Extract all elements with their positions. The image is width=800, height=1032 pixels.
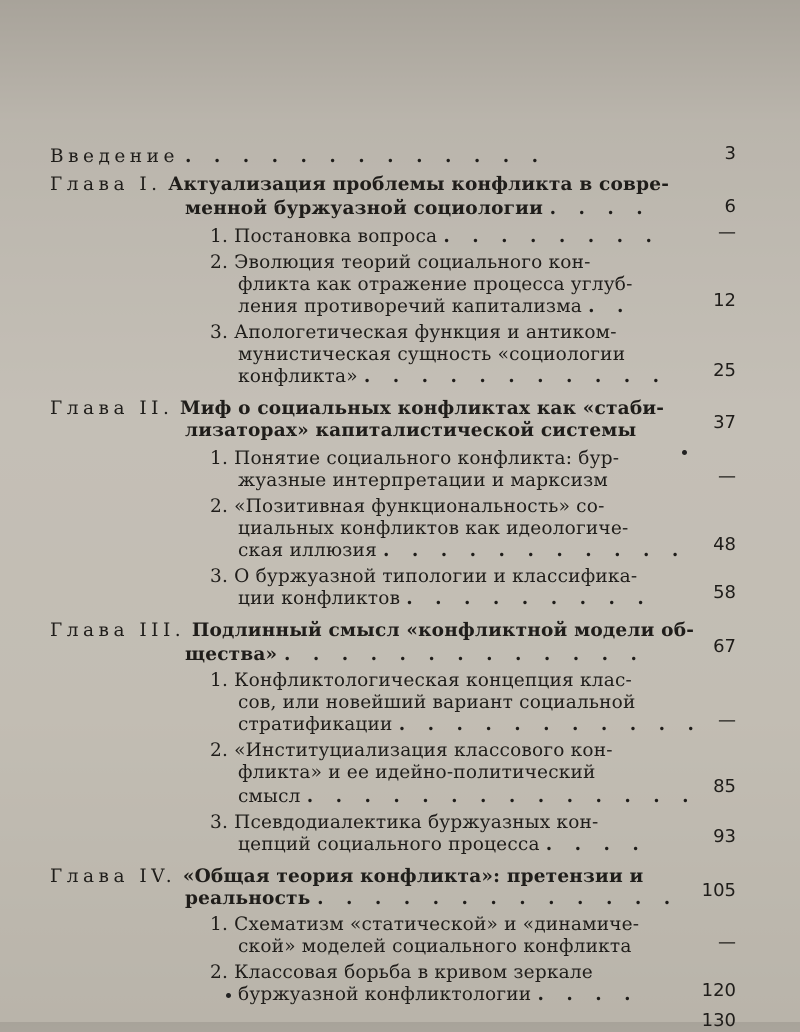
- ch1-s3-line-2: мунистическая сущность «социологии: [238, 344, 626, 365]
- chapter-4-label: Глава IV.: [50, 866, 177, 887]
- chapter-2-label: Глава II.: [50, 398, 174, 419]
- ch3-s3-text-2: цепций социального процесса: [238, 834, 540, 855]
- ch2-s2-page-number: 48: [713, 534, 736, 555]
- chapter-3-title-line-2: [185, 644, 645, 666]
- ch3-s3-line-1: 3. Псевдодиалектика буржуазных кон-: [210, 812, 599, 833]
- chapter-3-page-number: 67: [713, 636, 736, 657]
- ch3-s3-page-number: 93: [713, 826, 736, 847]
- intro-leader-dots: . . . . . . . . . . . . .: [185, 146, 547, 167]
- ch2-s2-line-2: циальных конфликтов как идеологиче-: [238, 518, 629, 539]
- ch3-s1-text-3: стратификации: [238, 714, 393, 735]
- ch1-s3-leader-dots: . . . . . . . . . . .: [363, 366, 668, 387]
- ch3-s1-leader-dots: . . . . . . . . . . .: [398, 714, 702, 735]
- chapter-4-title-text-1: «Общая теория конфликта»: претензии и: [182, 866, 644, 887]
- chapter-4-leader-dots: . . . . . . . . . . . . .: [317, 888, 679, 909]
- chapter-1-label: Глава I.: [50, 174, 162, 195]
- ch4-s1-line-1: 1. Схематизм «статической» и «динамиче-: [210, 914, 640, 935]
- ch1-s1-text: 1. Постановка вопроса: [210, 226, 438, 247]
- chapter-3-title-text-2: щества»: [185, 644, 278, 665]
- ch3-s1-line-3: [238, 714, 702, 736]
- ch2-s2-leader-dots: . . . . . . . . . . .: [383, 540, 687, 561]
- ch1-s3-line-3: [238, 366, 667, 388]
- cut-off-page-number: 130: [701, 1010, 736, 1031]
- chapter-2-page-number: 37: [713, 412, 736, 433]
- ch3-s2-line-3: [238, 786, 697, 808]
- chapter-3-title-line-1: [50, 620, 694, 642]
- ch4-s2-line-2: [238, 984, 639, 1006]
- chapter-4-title-text-2: реальность: [185, 888, 311, 909]
- ch2-s2-line-3: [238, 540, 686, 562]
- chapter-1-title-text-2: менной буржуазной социологии: [185, 198, 543, 219]
- chapter-4-title-line-2: [185, 888, 678, 910]
- ch2-s2-line-1: 2. «Позитивная функциональность» со-: [210, 496, 605, 517]
- ch4-s2-line-1: 2. Классовая борьба в кривом зеркале: [210, 962, 593, 983]
- ch3-s1-line-1: 1. Конфликтологическая концепция клас-: [210, 670, 632, 691]
- chapter-2-title-line-1: [50, 398, 664, 420]
- ch1-s1-leader-dots: . . . . . . . .: [443, 226, 660, 247]
- chapter-1-title-text-1: Актуализация проблемы конфликта в совре-: [168, 174, 670, 195]
- ch1-s3-page-number: 25: [713, 360, 736, 381]
- ch3-s1-line-2: сов, или новейший вариант социальной: [238, 692, 636, 713]
- chapter-1-leader-dots: . . . .: [549, 198, 651, 219]
- ch2-s3-line-1: 3. О буржуазной типологии и классифика-: [210, 566, 638, 587]
- ch2-s1-line-1: 1. Понятие социального конфликта: бур-: [210, 448, 620, 469]
- ch2-s3-page-number: 58: [713, 582, 736, 603]
- ch4-s2-page-number: 120: [701, 980, 736, 1001]
- chapter-4-title-line-1: [50, 866, 643, 888]
- chapter-1-title-line-1: [50, 174, 669, 196]
- ch3-s1-page-number: —: [718, 710, 736, 731]
- ch3-s2-page-number: 85: [713, 776, 736, 797]
- ch1-s1-page-number: —: [718, 222, 736, 243]
- ch3-s2-line-1: 2. «Институциализация классового кон-: [210, 740, 613, 761]
- ch2-s3-text-2: ции конфликтов: [238, 588, 401, 609]
- chapter-3-leader-dots: . . . . . . . . . . . . .: [283, 644, 646, 665]
- chapter-1-section-1: [210, 226, 660, 248]
- ch4-s1-page-number: —: [718, 932, 736, 953]
- ch1-s2-text-3: ления противоречий капитализма: [238, 296, 583, 317]
- ch2-s1-page-number: —: [718, 466, 736, 487]
- ch1-s2-line-2: фликта как отражение процесса углуб-: [238, 274, 633, 295]
- ch1-s2-page-number: 12: [713, 290, 736, 311]
- ch1-s3-text-3: конфликта»: [238, 366, 358, 387]
- print-speck: [226, 993, 231, 998]
- intro-entry: [50, 146, 546, 168]
- ch4-s2-leader-dots: . . . .: [537, 984, 639, 1005]
- print-speck: [682, 450, 687, 455]
- chapter-4-page-number: 105: [701, 880, 736, 901]
- chapter-2-title-line-2: лизаторах» капиталистической системы: [185, 420, 637, 441]
- ch3-s2-leader-dots: . . . . . . . . . . . . . .: [306, 786, 697, 807]
- intro-label: Введение: [50, 146, 179, 167]
- ch4-s1-line-2: ской» моделей социального конфликта: [238, 936, 632, 957]
- ch3-s3-leader-dots: . . . .: [545, 834, 647, 855]
- ch1-s2-line-1: 2. Эволюция теорий социального кон-: [210, 252, 591, 273]
- ch2-s1-line-2: жуазные интерпретации и марксизм: [238, 470, 609, 491]
- ch1-s2-leader-dots: . .: [588, 296, 632, 317]
- chapter-3-title-text-1: Подлинный смысл «конфликтной модели об-: [191, 620, 695, 641]
- chapter-2-title-text-1: Миф о социальных конфликтах как «стаби-: [180, 398, 665, 419]
- chapter-1-page-number: 6: [724, 196, 736, 217]
- ch3-s2-text-3: смысл: [238, 786, 301, 807]
- chapter-3-label: Глава III.: [50, 620, 186, 641]
- ch4-s2-text-2: буржуазной конфликтологии: [238, 984, 532, 1005]
- chapter-1-title-line-2: [185, 198, 651, 220]
- ch3-s3-line-2: [238, 834, 647, 856]
- ch2-s3-line-2: [238, 588, 652, 610]
- ch2-s2-text-3: ская иллюзия: [238, 540, 377, 561]
- ch1-s3-line-1: 3. Апологетическая функция и антиком-: [210, 322, 617, 343]
- ch3-s2-line-2: фликта» и ее идейно-политический: [238, 762, 596, 783]
- ch2-s3-leader-dots: . . . . . . . . .: [406, 588, 652, 609]
- ch1-s2-line-3: [238, 296, 631, 318]
- intro-page-number: 3: [724, 143, 736, 164]
